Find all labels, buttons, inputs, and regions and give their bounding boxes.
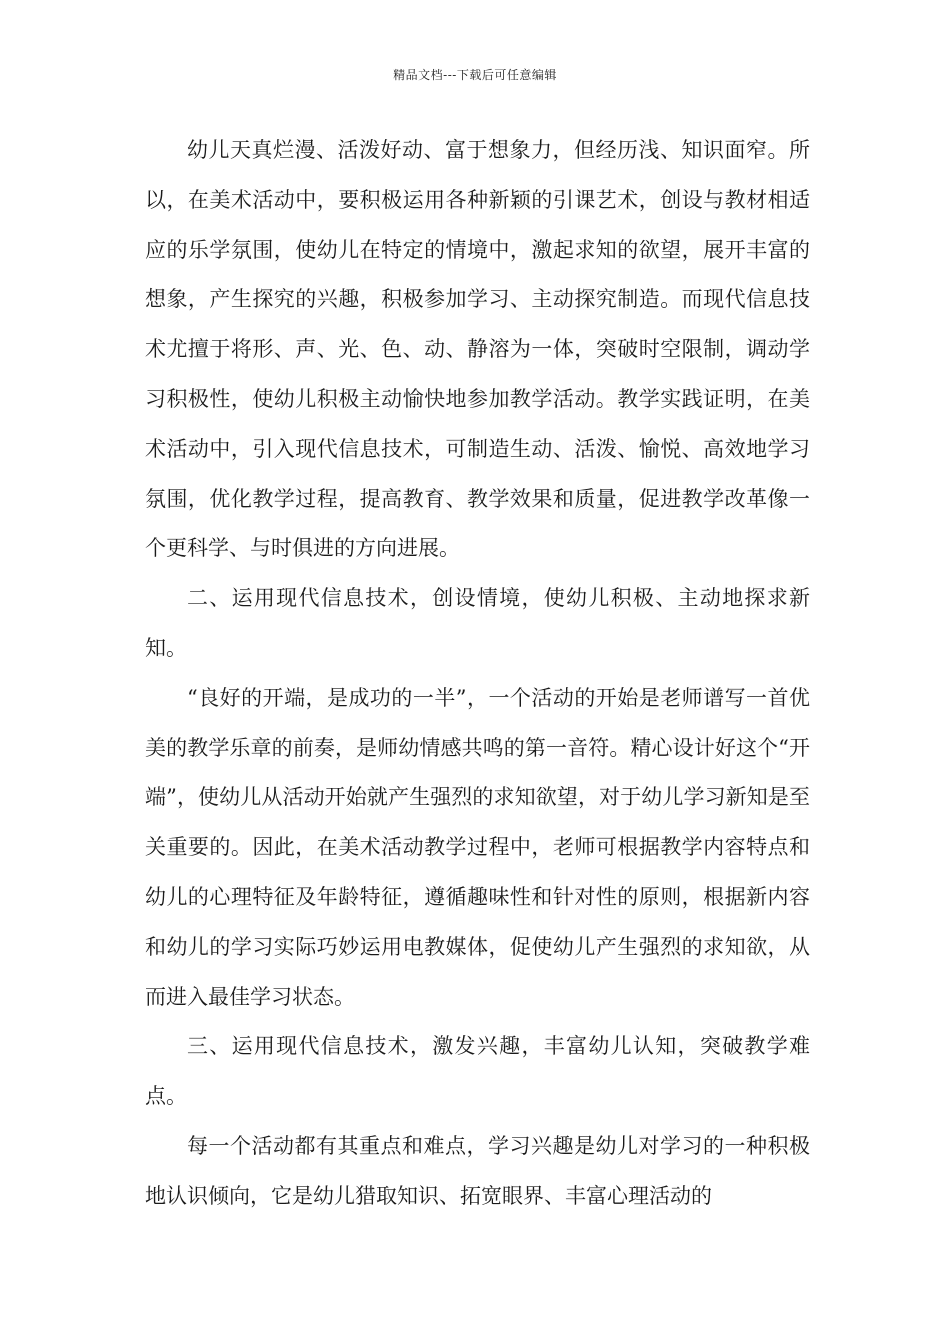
paragraph: 幼儿天真烂漫、活泼好动、富于想象力，但经历浅、知识面窄。所以，在美术活动中，要积极运用各种新颖的引课艺术，创设与教材相适应的乐学氛围，使幼儿在特定的情境中，激起求知的欲望，展开丰富的想象，产生探究的兴趣，积极参加学习、主动探究制造。而现代信息技术尤擅于将形、声、光、色、动、静溶为一体，突破时空限制，调动学习积极性，使幼儿积极主动愉快地参加教学活动。教学实践证明，在美术活动中，引入现代信息技术，可制造生动、活泼、愉悦、高效地学习氛围，优化教学过程，提高教育、教学效果和质量，促进教学改革像一个更科学、与时俱进的方向进展。 (145, 138, 810, 561)
page-header: 精品文档---下载后可任意编辑 (393, 68, 557, 82)
paragraph: 每一个活动都有其重点和难点，学习兴趣是幼儿对学习的一种积极地认识倾向，它是幼儿猎取知识、拓宽眼界、丰富心理活动的 (145, 1133, 810, 1208)
section-heading: 三、运用现代信息技术，激发兴趣，丰富幼儿认知，突破教学难点。 (145, 1034, 810, 1109)
paragraph: “良好的开端，是成功的一半”，一个活动的开始是老师谱写一首优美的教学乐章的前奏，是师幼情感共鸣的第一音符。精心设计好这个“开端”，使幼儿从活动开始就产生强烈的求知欲望，对于幼儿学习新知是至关重要的。因此，在美术活动教学过程中，老师可根据教学内容特点和幼儿的心理特征及年龄特征，遵循趣味性和针对性的原则，根据新内容和幼儿的学习实际巧妙运用电教媒体，促使幼儿产生强烈的求知欲，从而进入最佳学习状态。 (145, 685, 810, 1009)
section-heading: 二、运用现代信息技术，创设情境，使幼儿积极、主动地探求新知。 (145, 586, 810, 660)
document-body (145, 126, 810, 1222)
